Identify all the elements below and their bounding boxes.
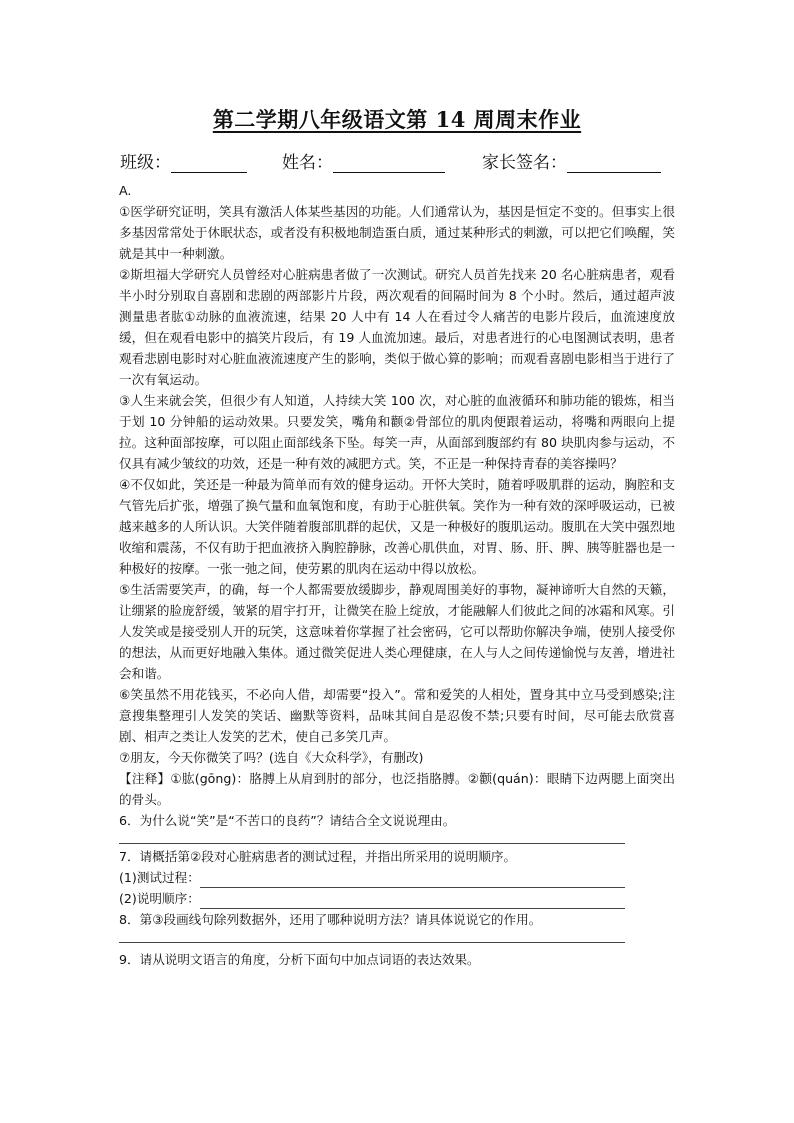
class-blank bbox=[171, 154, 247, 173]
question-8: 8．第③段画线句除列数据外，还用了哪种说明方法？请具体说说它的作用。 bbox=[119, 912, 542, 927]
answer-line-q7-2 bbox=[200, 894, 625, 909]
paragraph-2: ②斯坦福大学研究人员曾经对心脏病患者做了一次测试。研究人员首先找来 20 名心脏病患者，观看半小时分别取自喜剧和悲剧的两部影片片段，两次观看的间隔时间为 8 个小时。然后，通过超声波测量患者肱①动脉的血液流速，结果 20 人中有 14 人在看过令人痛苦的电影片段后，血流速度放缓，但在观看电影中的搞笑片段后，有 19 人血流加速。最后，对患者进行的心电图测试表明，患者观看悲剧电影时对心脏血液流速度产生的影响，类似于做心算的影响；而观看喜剧电影相当于进行了一次有氧运动。 bbox=[119, 267, 675, 387]
parent-signature-field bbox=[482, 148, 661, 173]
question-7: 7．请概括第②段对心脏病患者的测试过程，并指出所采用的说明顺序。 bbox=[119, 849, 517, 864]
paragraph-3: ③人生来就会笑，但很少有人知道，人持续大笑 100 次，对心脏的血液循环和肺功能的锻炼，相当于划 10 分钟船的运动效果。只要发笑，嘴角和颧②骨部位的肌肉便跟着运动，将嘴和两眼向上提拉。这种面部按摩，可以阻止面部线条下坠。每笑一声，从面部到腹部约有 80 块肌肉参与运动，不仅具有减少皱纹的功效，还是一种有效的减肥方式。笑，不正是一种保持青春的美容操吗？ bbox=[119, 393, 675, 471]
question-7-part-1 bbox=[119, 867, 675, 888]
name-field bbox=[282, 148, 445, 173]
paragraph-5: ⑤生活需要笑声，的确，每一个人都需要放缓脚步，静观周围美好的事物，凝神谛听大自然的天籁，让绷紧的脸庞舒缓，皱紧的眉宇打开，让微笑在脸上绽放，才能融解人们彼此之间的冰霜和风寒。引人发笑或是接受别人开的玩笑，这意味着你掌握了社会密码，它可以帮助你解决争端，使别人接受你的想法，从而更好地融入集体。通过微笑促进人类心理健康，在人与人之间传递愉悦与友善，增进社会和谐。 bbox=[119, 582, 675, 681]
student-info-line bbox=[120, 148, 680, 176]
reading-passage bbox=[119, 180, 675, 970]
section-label: A. bbox=[119, 183, 132, 198]
answer-line-q8 bbox=[119, 930, 625, 943]
paragraph-6: ⑥笑虽然不用花钱买，不必向人借，却需要“投入”。常和爱笑的人相处，置身其中立马受到感染;注意搜集整理引人发笑的笑话、幽默等资料，品味其间自是忍俊不禁;只要有时间，尽可能去欣赏喜剧、相声之类让人发笑的艺术，使自己多笑几声。 bbox=[119, 687, 675, 744]
question-9: 9．请从说明文语言的角度，分析下面句中加点词语的表达效果。 bbox=[119, 952, 480, 967]
class-label: 班级： bbox=[120, 153, 171, 173]
question-7-part-2 bbox=[119, 888, 675, 909]
answer-line-q6 bbox=[119, 831, 625, 844]
name-blank bbox=[333, 154, 445, 173]
parent-signature-blank bbox=[567, 154, 661, 173]
question-7-part-1-label: (1)测试过程： bbox=[119, 870, 200, 885]
name-label: 姓名： bbox=[282, 153, 333, 173]
answer-line-q7-1 bbox=[200, 873, 625, 888]
class-field bbox=[120, 148, 247, 173]
worksheet-title: 第二学期八年级语文第 14 周周末作业 bbox=[212, 107, 582, 132]
annotation-note: 【注释】①肱(gōng)：胳膊上从肩到肘的部分，也泛指胳膊。②颧(quán)：眼睛下边两腮上面突出的骨头。 bbox=[119, 771, 675, 807]
parent-signature-label: 家长签名： bbox=[482, 153, 567, 173]
question-6: 6．为什么说“笑”是“不苦口的良药”？请结合全文说说理由。 bbox=[119, 813, 456, 828]
paragraph-1: ①医学研究证明，笑具有激活人体某些基因的功能。人们通常认为，基因是恒定不变的。但事实上很多基因常常处于休眠状态，或者没有积极地制造蛋白质，通过某种形式的刺激，可以把它们唤醒，笑就是其中一种刺激。 bbox=[119, 204, 675, 261]
paragraph-7: ⑦朋友，今天你微笑了吗？(选自《大众科学》，有删改) bbox=[119, 750, 424, 765]
question-7-part-2-label: (2)说明顺序： bbox=[119, 891, 200, 906]
paragraph-4: ④不仅如此，笑还是一种最为简单而有效的健身运动。开怀大笑时，随着呼吸肌群的运动，胸腔和支气管先后扩张，增强了换气量和血氧饱和度，有助于心脏供氧。笑作为一种有效的深呼吸运动，已被越来越多的人所认识。大笑伴随着腹部肌群的起伏，又是一种极好的腹肌运动。腹肌在大笑中强烈地收缩和震荡，不仅有助于把血液挤入胸腔静脉，改善心肌供血，对胃、肠、肝、脾、胰等脏器也是一种极好的按摩。一张一弛之间，使劳累的肌肉在运动中得以放松。 bbox=[119, 477, 675, 576]
